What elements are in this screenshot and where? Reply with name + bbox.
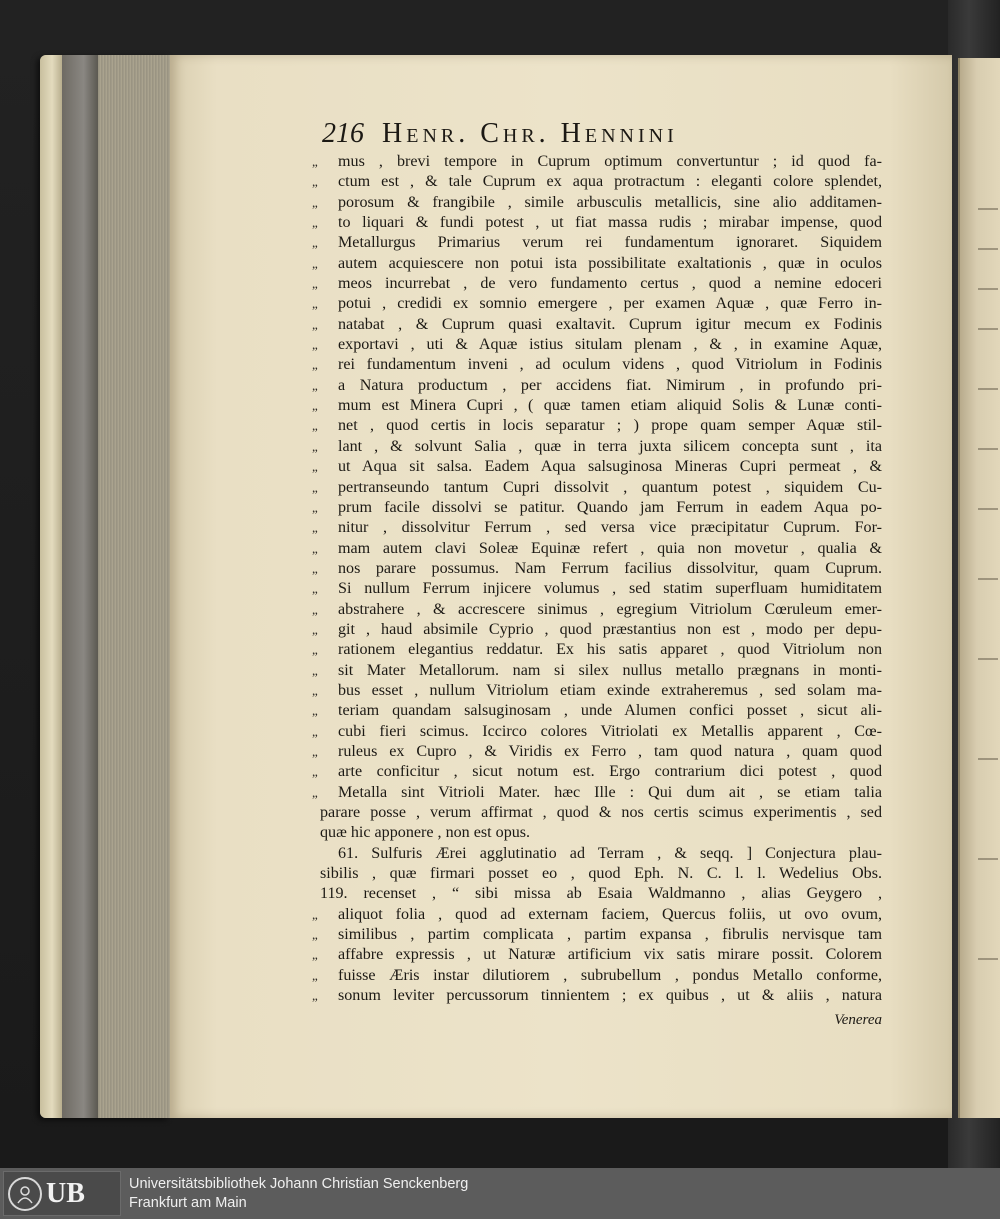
text-line [312, 966, 882, 986]
quote-mark: „ [312, 377, 318, 393]
line-text: meos incurrebat , de vero fundamento certus , quod a nemine edoceri [338, 275, 882, 293]
quote-mark: „ [312, 357, 318, 373]
quote-mark: „ [312, 621, 318, 637]
line-text: potui , credidi ex somnio emergere , per examen Aquæ , quæ Ferro in- [338, 295, 882, 313]
line-text: abstrahere , & accrescere sinimus , egregium Vitriolum Cœruleum emer- [338, 600, 882, 618]
line-text: parare posse , verum affirmat , quod & nos certis scimus experimentis , sed [320, 804, 882, 821]
line-text: a Natura productum , per accidens fiat. Nimirum , in profundo pri- [338, 376, 882, 394]
page-number: 216 [322, 118, 364, 149]
text-line [312, 294, 882, 314]
text-line [312, 905, 882, 925]
line-text: rei fundamentum inveni , ad oculum videns , quod Vitriolum in Fodinis [338, 356, 882, 374]
book-page-edges [40, 55, 170, 1118]
text-line [312, 518, 882, 538]
text-line [312, 722, 882, 742]
line-text: Metallurgus Primarius verum rei fundamentum ignoraret. Siquidem [338, 234, 882, 252]
quote-mark: „ [312, 398, 318, 414]
line-text: 61. Sulfuris Ærei agglutinatio ad Terram , & seqq. ] Conjectura plau- [338, 844, 882, 862]
text-line [312, 884, 882, 904]
quote-mark: „ [312, 560, 318, 576]
line-text: affabre expressis , ut Naturæ artificium vix satis mirare possit. Colorem [338, 946, 882, 964]
quote-mark: „ [312, 479, 318, 495]
line-text: mam autem clavi Soleæ Equinæ refert , quia non movetur , qualia & [338, 539, 882, 557]
library-name[interactable]: Universitätsbibliothek Johann Christian Senckenberg [129, 1175, 469, 1192]
line-text: similibus , partim complicata , partim expansa , fibrulis nervisque tam [338, 926, 882, 944]
quote-mark: „ [312, 967, 318, 983]
footer-bar [0, 1168, 1000, 1219]
line-text: net , quod certis in locis separatur ; ) prope quam semper Aquæ stil- [338, 417, 882, 435]
quote-mark: „ [312, 947, 318, 963]
text-line [312, 457, 882, 477]
line-text: mus , brevi tempore in Cuprum optimum convertuntur ; id quod fa- [338, 153, 882, 170]
text-line [312, 315, 882, 335]
text-line [312, 661, 882, 681]
line-text: mum est Minera Cupri , ( quæ tamen etiam aliquid Solis & Lunæ conti- [338, 397, 882, 415]
line-text: nos parare possumus. Nam Ferrum facilius dissolvitur, quam Cuprum. [338, 559, 882, 577]
quote-mark: „ [312, 459, 318, 475]
quote-mark: „ [312, 601, 318, 617]
logo-text: UB [46, 1177, 85, 1209]
text-line [312, 681, 882, 701]
text-line [312, 640, 882, 660]
running-head: Henr. Chr. Hennini [382, 118, 678, 149]
line-text: natabat , & Cuprum quasi exaltavit. Cuprum igitur mecum ex Fodinis [338, 315, 882, 333]
text-line [312, 539, 882, 559]
quote-mark: „ [312, 194, 318, 210]
text-line [312, 478, 882, 498]
facing-page-edge [958, 58, 1000, 1118]
quote-mark: „ [312, 215, 318, 231]
text-line [312, 823, 882, 843]
text-line [312, 579, 882, 599]
quote-mark: „ [312, 682, 318, 698]
line-text: quæ hic apponere , non est opus. [320, 824, 531, 842]
text-line [312, 945, 882, 965]
quote-mark: „ [312, 927, 318, 943]
text-line [312, 396, 882, 416]
seal-icon [8, 1177, 42, 1211]
quote-mark: „ [312, 255, 318, 271]
quote-mark: „ [312, 520, 318, 536]
text-line [312, 335, 882, 355]
quote-mark: „ [312, 703, 318, 719]
line-text: lant , & solvunt Salia , quæ in terra juxta silicem concepta sunt , ita [338, 437, 882, 455]
line-text: pertranseundo tantum Cupri dissolvit , quantum potest , siquidem Cu- [338, 478, 882, 496]
line-text: Si nullum Ferrum injicere volumus , sed statim superfluam humiditatem [338, 580, 882, 598]
quote-mark: „ [312, 784, 318, 800]
line-text: Metalla sint Vitrioli Mater. hæc Ille : Qui dum ait , se etiam talia [338, 783, 882, 801]
line-text: fuisse Æris instar dilutiorem , subrubellum , pondus Metallo conforme, [338, 966, 882, 984]
quote-mark: „ [312, 662, 318, 678]
text-line [312, 233, 882, 253]
line-text: arte conficitur , sicut notum est. Ergo contrarium dici potest , quod [338, 763, 882, 781]
quote-mark: „ [312, 276, 318, 292]
text-line [312, 254, 882, 274]
line-text: sonum leviter percussorum tinnientem ; ex quibus , ut & aliis , natura [338, 987, 882, 1005]
quote-mark: „ [312, 418, 318, 434]
line-text: git , haud absimile Cyprio , quod præstantius non est , modo per depu- [338, 620, 882, 638]
body-text [312, 152, 882, 1006]
library-info [129, 1175, 468, 1213]
line-text: 119. recenset , “ sibi missa ab Esaia Waldmanno , alias Geygero , [320, 885, 882, 903]
text-line [312, 783, 882, 803]
quote-mark: „ [312, 438, 318, 454]
quote-mark: „ [312, 906, 318, 922]
line-text: nitur , dissolvitur Ferrum , sed versa vice præcipitatur Cuprum. For- [338, 519, 882, 537]
line-text: cubi fieri scimus. Iccirco colores Vitriolati ex Metallis apparent , Cœ- [338, 722, 882, 740]
quote-mark: „ [312, 337, 318, 353]
text-line [312, 355, 882, 375]
quote-mark: „ [312, 642, 318, 658]
text-line [312, 437, 882, 457]
line-text: prum facile dissolvi se patitur. Quando jam Ferrum in eadem Aqua po- [338, 498, 882, 516]
line-text: sibilis , quæ firmari posset eo , quod Eph. N. C. l. l. Wedelius Obs. [320, 865, 882, 883]
text-line [312, 274, 882, 294]
text-line [312, 762, 882, 782]
text-line [312, 600, 882, 620]
line-text: aliquot folia , quod ad externam faciem, Quercus foliis, ut ovo ovum, [338, 905, 882, 923]
line-text: to liquari & fundi potest , ut fiat massa rudis ; mirabar impense, quod [338, 214, 882, 232]
quote-mark: „ [312, 764, 318, 780]
quote-mark: „ [312, 581, 318, 597]
text-line [312, 416, 882, 436]
line-text: ctum est , & tale Cuprum ex aqua protractum : eleganti colore splendet, [338, 173, 882, 191]
text-line [312, 701, 882, 721]
library-logo[interactable] [3, 1171, 121, 1216]
line-text: bus esset , nullum Vitriolum etiam exinde extraheremus , sed solam ma- [338, 681, 882, 699]
quote-mark: „ [312, 499, 318, 515]
text-line [312, 376, 882, 396]
library-city: Frankfurt am Main [129, 1194, 247, 1211]
text-line [312, 864, 882, 884]
line-text: exportavi , uti & Aquæ istius situlam plenam , & , in examine Aquæ, [338, 336, 882, 354]
line-text: rationem elegantius reddatur. Ex his satis apparet , quod Vitriolum non [338, 641, 882, 659]
line-text: autem acquiescere non potui ista possibilitate exaltationis , quæ in oculos [338, 254, 882, 272]
quote-mark: „ [312, 154, 318, 169]
text-line [312, 172, 882, 192]
line-text: teriam quandam salsuginosam , unde Alumen confici posset , sicut ali- [338, 702, 882, 720]
text-line [312, 193, 882, 213]
quote-mark: „ [312, 235, 318, 251]
text-line [312, 742, 882, 762]
text-line [312, 152, 882, 172]
text-line [312, 844, 882, 864]
text-line [312, 559, 882, 579]
line-text: ruleus ex Cupro , & Viridis ex Ferro , tam quod natura , quam quod [338, 742, 882, 760]
text-line [312, 925, 882, 945]
text-line [312, 498, 882, 518]
line-text: sit Mater Metallorum. nam si silex nullus metallo prægnans in monti- [338, 661, 882, 679]
catchword: Venerea [834, 1012, 882, 1028]
text-line [312, 803, 882, 823]
quote-mark: „ [312, 540, 318, 556]
quote-mark: „ [312, 743, 318, 759]
quote-mark: „ [312, 988, 318, 1004]
text-line [312, 620, 882, 640]
quote-mark: „ [312, 316, 318, 332]
quote-mark: „ [312, 174, 318, 190]
text-line [312, 213, 882, 233]
quote-mark: „ [312, 723, 318, 739]
line-text: porosum & frangibile , simile arbusculis metallicis, sine alio additamen- [338, 193, 882, 211]
line-text: ut Aqua sit salsa. Eadem Aqua salsuginosa Mineras Cupri permeat , & [338, 458, 882, 476]
text-line [312, 986, 882, 1006]
quote-mark: „ [312, 296, 318, 312]
